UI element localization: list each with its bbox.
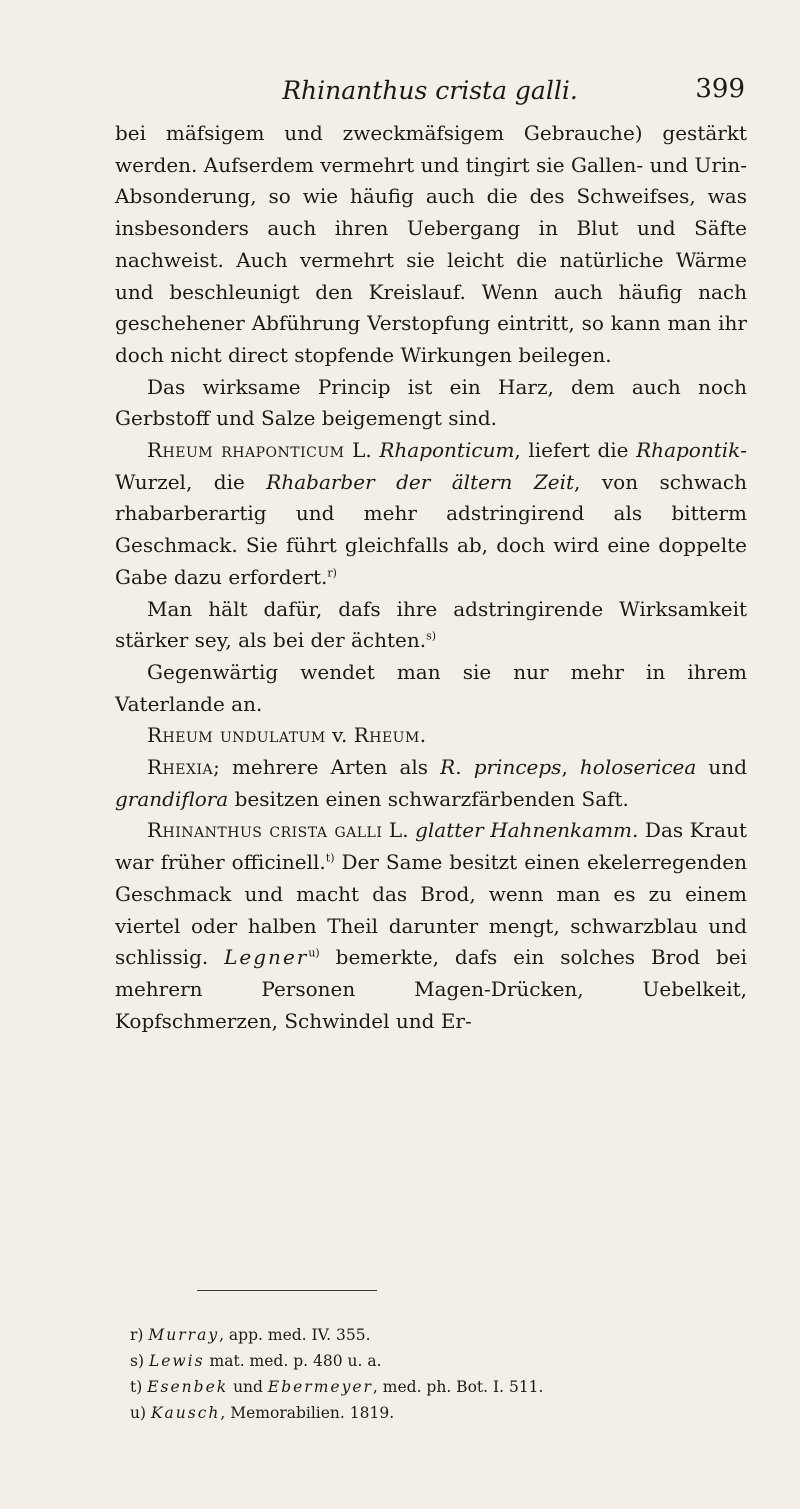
footnotes [130, 1322, 730, 1426]
entry-text: , liefert die [514, 438, 637, 463]
species-name: grandiflora [115, 786, 229, 811]
entry-heading: Rheum rhaponticum [147, 438, 345, 463]
footnote-text: , med. ph. Bot. I. 511. [372, 1378, 544, 1396]
footnote-divider [197, 1290, 377, 1291]
synonym: Rhaponticum [379, 438, 515, 463]
footnote [130, 1348, 730, 1374]
entry-rhinanthus [115, 815, 747, 1037]
footnote-mark: u) [130, 1404, 147, 1422]
footnote-author: Esenbek [147, 1378, 229, 1396]
entry-rhexia [115, 752, 747, 815]
entry-text: und [696, 755, 747, 780]
rhabarber-term: Rhabarber der ältern Zeit [266, 469, 575, 494]
running-header [115, 72, 745, 112]
entry-heading: Rhinanthus crista galli [147, 818, 383, 843]
footnote-text: und [228, 1378, 268, 1396]
footnote-text: , app. med. IV. 355. [219, 1326, 371, 1344]
entry-rheum-rhaponticum [115, 435, 747, 594]
entry-heading: Rhexia [147, 755, 214, 780]
entry-rheum-undulatum [115, 720, 747, 752]
entry-text: besitzen einen schwarzfärbenden Saft. [228, 786, 629, 811]
entry-text: , von schwach rhabarberartig und mehr adstringirend als bitterm Geschmack. Sie führt gleichfalls ab, doch wird eine doppelte Gabe dazu erfordert. [115, 469, 748, 589]
footnote [130, 1400, 730, 1426]
footnote-mark: t) [130, 1378, 143, 1396]
footnote-ref[interactable]: r) [327, 566, 337, 580]
root-name: Rhapontik [636, 438, 741, 463]
author-abbrev: L. [352, 438, 372, 463]
footnote-ref[interactable]: u) [308, 946, 320, 960]
footnote-text: , Memorabilien. 1819. [220, 1404, 395, 1422]
author-abbrev: L. [388, 818, 409, 843]
entry-text: -Wurzel, die [115, 438, 748, 494]
entry-text: , [561, 755, 580, 780]
footnote-author: Ebermeyer [267, 1378, 373, 1396]
footnote [130, 1322, 730, 1348]
species-name: holosericea [579, 755, 697, 780]
footnote [130, 1374, 730, 1400]
cited-author: Legner [224, 945, 309, 970]
footnote-author: Lewis [148, 1352, 205, 1370]
page-number: 399 [695, 74, 745, 104]
cross-reference: Rheum. [353, 723, 427, 748]
paragraph-gegenwartig: Gegenwärtig wendet man sie nur mehr in ihrem Vaterlande an. [115, 659, 747, 716]
entry-text: Der Same besitzt einen ekelerregenden Geschmack und macht das Brod, wenn man es zu einem viertel oder halben Theil darunter mengt, schwarzblau und schlissig. [115, 850, 748, 970]
entry-text: ; mehrere Arten als [213, 755, 441, 780]
footnote-mark: r) [130, 1326, 144, 1344]
footnote-mark: s) [130, 1352, 145, 1370]
paragraph-effects: bei mäfsigem und zweckmäfsigem Gebrauche) gestärkt werden. Aufserdem vermehrt und tingirt sie Gallen- und Urin-Absonderung, so wie häufig auch die des Schweifses, was insbesonders auch ihren Uebergang in Blut und Säfte nachweist. Auch vermehrt sie leicht die natürliche Wärme und beschleunigt den Kreislauf. Wenn auch häufig nach geschehener Abführung Verstopfung eintritt, so kann man ihr doch nicht direct stopfende Wirkungen beilegen. [115, 121, 747, 367]
entry-heading: Rheum undulatum [147, 723, 326, 748]
entry-text: Das Kraut war früher officinell. [115, 818, 747, 875]
entry-text: v. [332, 723, 348, 748]
paragraph-man-halt [115, 594, 747, 657]
footnote-ref[interactable]: s) [426, 629, 437, 643]
entry-text: bemerkte, dafs ein solches Brod bei mehrern Personen Magen-Drücken, Uebelkeit, Kopfschmerzen, Schwindel und Er- [115, 945, 748, 1033]
running-title: Rhinanthus crista galli. [282, 76, 578, 105]
paragraph-text: Man hält dafür, dafs ihre adstringirende Wirksamkeit stärker sey, als bei der ächten. [115, 596, 747, 653]
paragraph-active-principle: Das wirksame Princip ist ein Harz, dem auch noch Gerbstoff und Salze beigemengt sind. [115, 374, 747, 431]
main-text [115, 118, 747, 1037]
footnote-text: mat. med. p. 480 u. a. [204, 1352, 382, 1370]
common-name: glatter Hahnenkamm. [415, 818, 639, 843]
footnote-ref[interactable]: t) [325, 851, 335, 865]
footnote-author: Kausch [150, 1404, 221, 1422]
footnote-author: Murray [148, 1326, 220, 1344]
species-name: R. princeps [440, 755, 562, 780]
